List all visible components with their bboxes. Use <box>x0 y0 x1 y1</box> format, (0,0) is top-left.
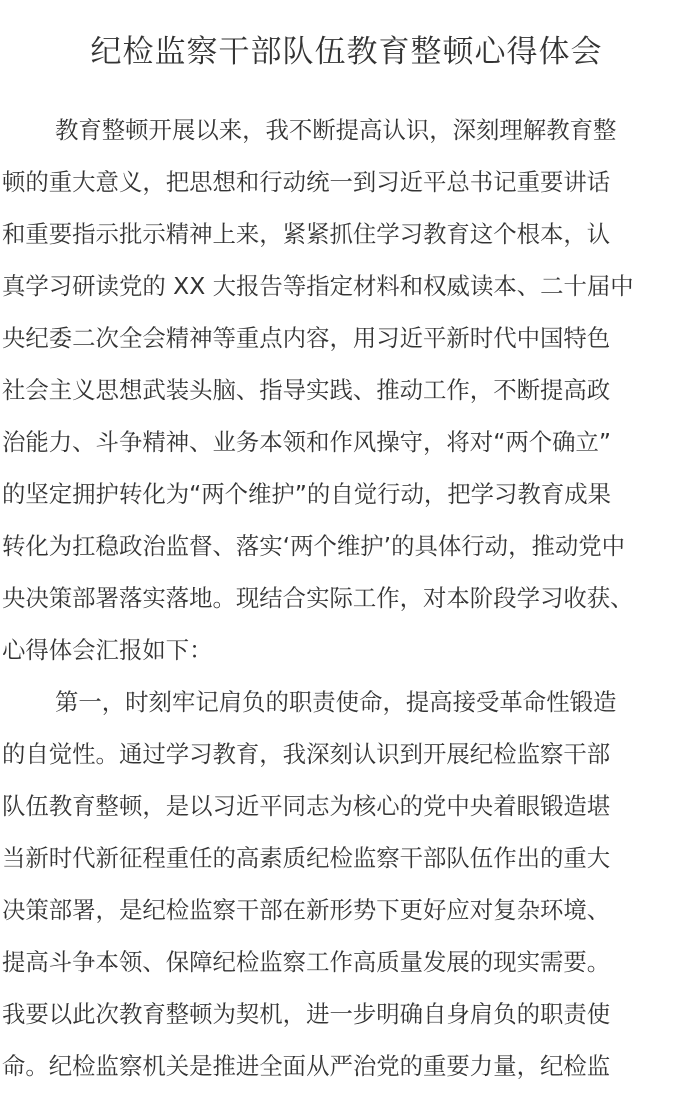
document-title: 纪检监察干部队伍教育整顿心得体会 <box>90 34 603 70</box>
text-line: 央决策部署落实落地。现结合实际工作，对本阶段学习收获、 <box>2 584 634 612</box>
text-line: 和重要指示批示精神上来，紧紧抓住学习教育这个根本，认 <box>2 220 611 248</box>
text-line: 治能力、斗争精神、业务本领和作风操守，将对“两个确立” <box>2 428 611 456</box>
text-line: 当新时代新征程重任的高素质纪检监察干部队伍作出的重大 <box>2 844 611 872</box>
text-line: 的坚定拥护转化为“两个维护”的自觉行动，把学习教育成果 <box>2 480 611 508</box>
text-line: 社会主义思想武装头脑、指导实践、推动工作，不断提高政 <box>2 376 611 404</box>
text-line: 的自觉性。通过学习教育，我深刻认识到开展纪检监察干部 <box>2 740 611 768</box>
document-body <box>2 104 692 1092</box>
text-line: 队伍教育整顿，是以习近平同志为核心的党中央着眼锻造堪 <box>2 792 611 820</box>
text-line: 提高斗争本领、保障纪检监察工作高质量发展的现实需要。 <box>2 948 611 976</box>
text-line: 心得体会汇报如下： <box>2 636 213 664</box>
text-line: 第一，时刻牢记肩负的职责使命，提高接受革命性锻造 <box>55 688 617 716</box>
text-line: 命。纪检监察机关是推进全面从严治党的重要力量，纪检监 <box>2 1052 611 1080</box>
text-line: 转化为扛稳政治监督、落实‘两个维护’的具体行动，推动党中 <box>2 532 626 560</box>
text-line: 央纪委二次全会精神等重点内容，用习近平新时代中国特色 <box>2 324 611 352</box>
text-line: 教育整顿开展以来，我不断提高认识，深刻理解教育整 <box>55 116 617 144</box>
text-line: 决策部署，是纪检监察干部在新形势下更好应对复杂环境、 <box>2 896 611 924</box>
text-line: 顿的重大意义，把思想和行动统一到习近平总书记重要讲话 <box>2 168 611 196</box>
text-line: 真学习研读党的 XX 大报告等指定材料和权威读本、二十届中 <box>2 272 634 300</box>
text-line: 我要以此次教育整顿为契机，进一步明确自身肩负的职责使 <box>2 1000 611 1028</box>
